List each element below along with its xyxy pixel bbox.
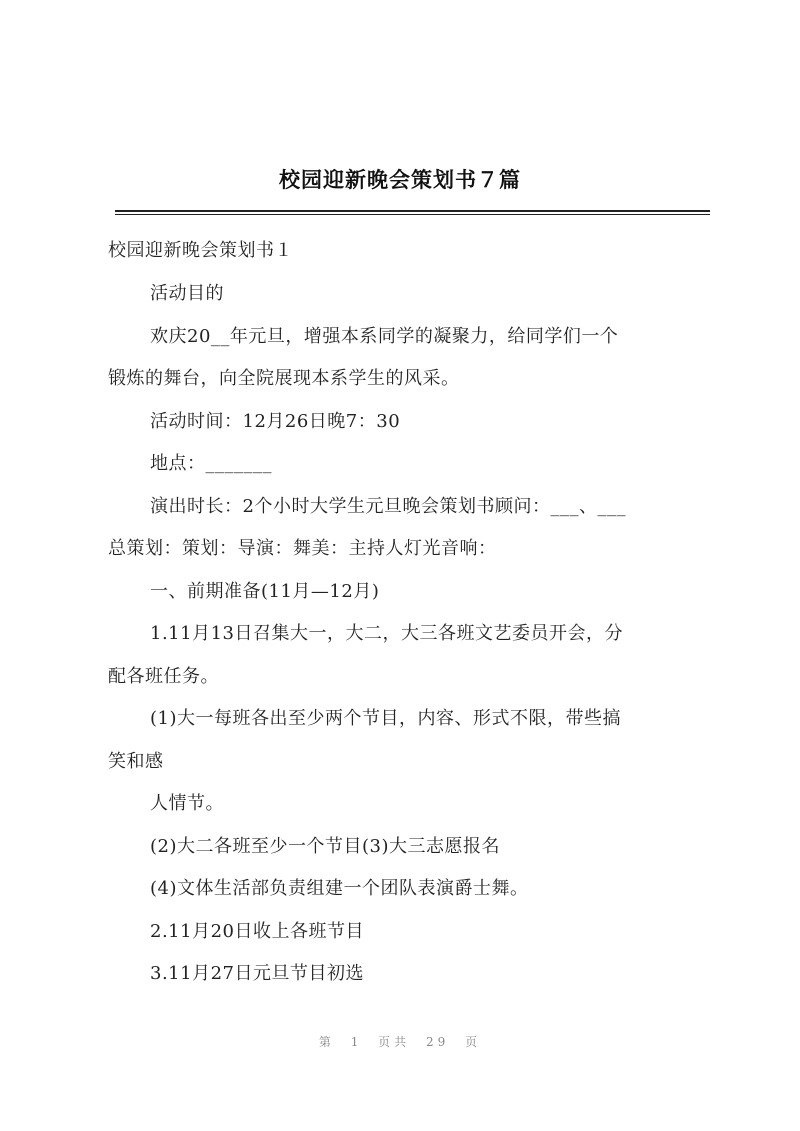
- paragraph-line: 1.11月13日召集大一，大二，大三各班文艺委员开会，分: [150, 623, 623, 644]
- paragraph-line: 演出时长：2个小时大学生元旦晚会策划书顾问：___、___: [150, 496, 626, 517]
- paragraph-line: 2.11月20日收上各班节目: [150, 921, 364, 942]
- paragraph-line: 人情节。: [150, 793, 224, 814]
- footer-middle: 页共: [378, 1035, 411, 1049]
- document-title: 校园迎新晚会策划书７篇: [279, 167, 521, 192]
- title-rule-thin: [115, 214, 710, 215]
- paragraph-line: (2)大二各班至少一个节目(3)大三志愿报名: [150, 836, 500, 857]
- paragraph-line: (4)文体生活部负责组建一个团队表演爵士舞。: [150, 878, 529, 899]
- paragraph-line: 活动目的: [150, 283, 224, 304]
- section-heading: 校园迎新晚会策划书１: [108, 240, 293, 261]
- footer-page-number: 1: [350, 1035, 363, 1049]
- paragraph-line: 欢庆20__年元旦，增强本系同学的凝聚力，给同学们一个: [150, 326, 619, 347]
- paragraph-line: 配各班任务。: [108, 666, 219, 687]
- footer-suffix: 页: [465, 1035, 482, 1049]
- paragraph-line: 活动时间：12月26日晚7：30: [150, 411, 401, 432]
- paragraph-line: 3.11月27日元旦节目初选: [150, 963, 364, 984]
- paragraph-line: 锻炼的舞台，向全院展现本系学生的风采。: [108, 368, 460, 389]
- paragraph-line: 总策划：策划：导演：舞美：主持人灯光音响：: [108, 538, 497, 559]
- title-rule-thick: [115, 210, 710, 212]
- footer-prefix: 第: [318, 1035, 335, 1049]
- footer-total-pages: 29: [426, 1035, 450, 1049]
- paragraph-line: 地点：_______: [150, 453, 272, 474]
- paragraph-line: 一、前期准备(11月—12月): [150, 581, 380, 602]
- paragraph-line: (1)大一每班各出至少两个节目，内容、形式不限，带些搞: [150, 708, 621, 729]
- paragraph-line: 笑和感: [108, 751, 164, 772]
- page-footer: [0, 1033, 800, 1050]
